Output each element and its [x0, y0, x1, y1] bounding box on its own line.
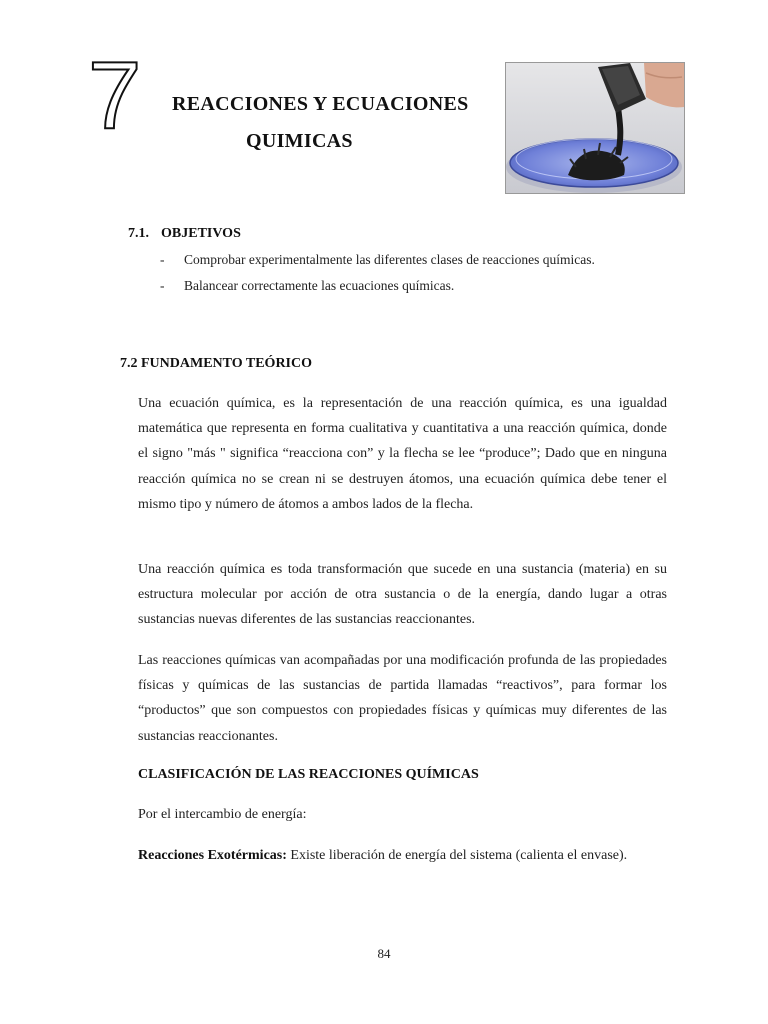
- exothermic-text: Existe liberación de energía del sistema (calienta el envase).: [286, 848, 628, 863]
- list-item: [160, 251, 595, 277]
- list-bullet: -: [160, 252, 165, 267]
- objectives-number: 7.1.: [128, 226, 149, 241]
- chapter-number: 7: [88, 42, 142, 149]
- paragraph: Una ecuación química, es la representación de una reacción química, es una igualdad matemática que representa en forma cualitativa y cuantitativa a una reacción química, donde el signo "más " significa “reacciona con” y la flecha se lee “produce”; Dado que en ninguna reacción química no se crean ni se destruyen átomos, una ecuación química debe tener el mismo tipo y número de átomos a ambos lados de la flecha.: [138, 396, 667, 512]
- exothermic-term: Reacciones Exotérmicas:: [138, 848, 287, 863]
- reaction-photo-illustration: [506, 63, 684, 193]
- exothermic-definition: [138, 843, 667, 868]
- clasificacion-heading: CLASIFICACIÓN DE LAS REACCIONES QUÍMICAS: [138, 767, 479, 782]
- chapter-title-line-2: QUIMICAS: [246, 130, 353, 152]
- paragraph: Una reacción química es toda transformación que sucede en una sustancia (materia) en su estructura molecular por acción de otra sustancia o de la energía, dando lugar a otras sustancias nuevas diferentes de las sustancias reaccionantes.: [138, 562, 667, 628]
- list-item: [160, 277, 595, 303]
- chapter-title-line-1: REACCIONES Y ECUACIONES: [172, 93, 469, 115]
- list-bullet: -: [160, 278, 165, 293]
- paragraph: Las reacciones químicas van acompañadas por una modificación profunda de las propiedades físicas y químicas de las sustancias de partida llamadas “reactivos”, para formar los “productos” que son compuestos con propiedades físicas y químicas muy diferentes de las sustancias reaccionantes.: [138, 653, 667, 744]
- fundamento-heading: 7.2 FUNDAMENTO TEÓRICO: [120, 356, 313, 371]
- objective-text: Balancear correctamente las ecuaciones químicas.: [184, 278, 455, 293]
- clasificacion-intro: Por el intercambio de energía:: [138, 807, 307, 822]
- chapter-photo: [505, 62, 685, 194]
- objectives-list: [160, 251, 595, 303]
- objectives-title: OBJETIVOS: [161, 226, 241, 241]
- objectives-heading: [128, 226, 241, 242]
- objective-text: Comprobar experimentalmente las diferentes clases de reacciones químicas.: [184, 252, 595, 267]
- page-number: 84: [377, 946, 391, 961]
